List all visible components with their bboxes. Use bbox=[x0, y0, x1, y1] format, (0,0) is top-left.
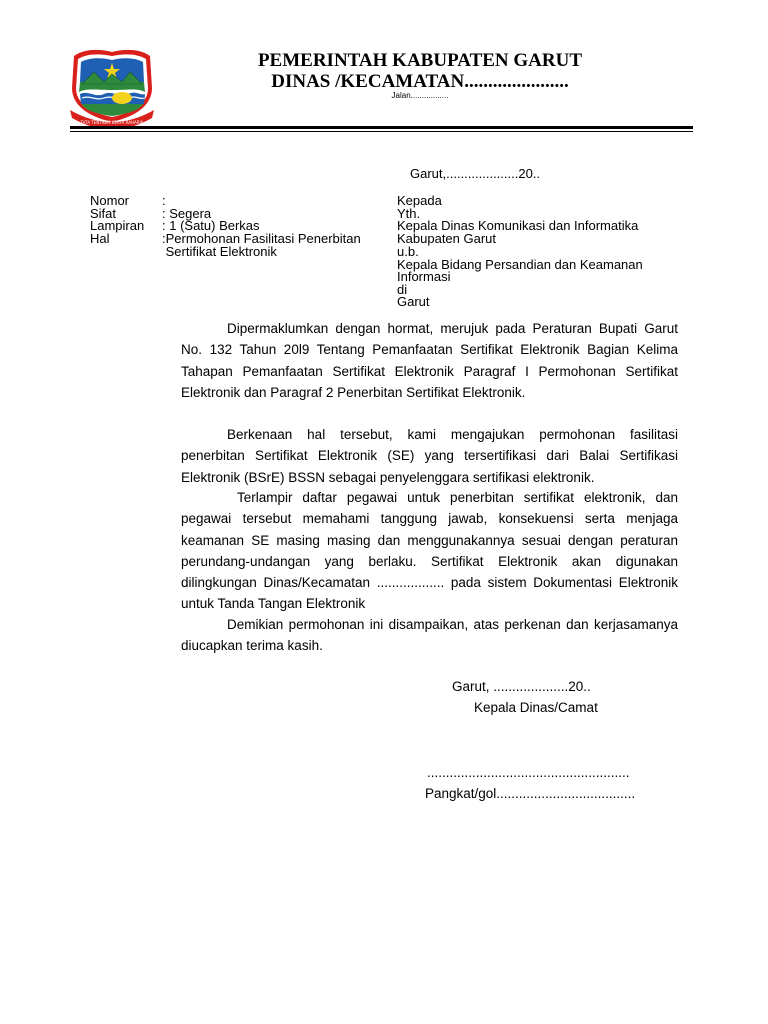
svg-text:TATA TENTREM KERTA RAHARJA: TATA TENTREM KERTA RAHARJA bbox=[80, 120, 144, 125]
body-paragraph: Terlampir daftar pegawai untuk penerbitan sertifikat elektronik, dan pegawai tersebut memahami tanggung jawab, konsekuensi serta menjaga keamanan SE masing masing dan menggunakannya sesuai dengan peraturan perundang-undangan yang berlaku. Sertifikat Elektronik akan digunakan dilingkungan Dinas/Kecamatan .................. pada sistem Dokumentasi Elektronik untuk Tanda Tangan Elektronik bbox=[181, 490, 682, 612]
letterhead-office: DINAS /KECAMATAN...................... bbox=[271, 71, 569, 92]
body-paragraph: Berkenaan hal tersebut, kami mengajukan permohonan fasilitasi penerbitan Sertifikat Elektronik (SE) yang tersertifikasi dari Balai Sertifikasi Elektronik (BSrE) BSSN sebagai penyelenggara sertifikasi elektronik. bbox=[181, 427, 678, 485]
letterhead-government: PEMERINTAH KABUPATEN GARUT bbox=[257, 50, 583, 71]
addressee-line: di bbox=[397, 282, 408, 297]
body-paragraph: Dipermaklumkan dengan hormat, merujuk pada Peraturan Bupati Garut No. 132 Tahun 20l9 Tentang Pemanfaatan Sertifikat Elektronik Bagian Kelima Tahapan Pemanfaatan Sertifikat Elektronik Paragraf I Permohonan Sertifikat Elektronik dan Paragraf 2 Penerbitan Sertifikat Elektronik. bbox=[181, 321, 678, 400]
signature-position: Kepala Dinas/Camat bbox=[474, 700, 598, 715]
addressee-line: Kepala Bidang Persandian dan Keamanan bbox=[397, 257, 643, 272]
signature-name-line: ...................................................... bbox=[427, 765, 630, 780]
meta-value-sifat: : Segera bbox=[162, 206, 212, 221]
meta-value-hal: :Permohonan Fasilitasi Penerbitan bbox=[162, 231, 361, 246]
letterhead-divider-thick bbox=[70, 126, 693, 129]
meta-label: Hal bbox=[90, 231, 110, 246]
meta-value-lampiran: : 1 (Satu) Berkas bbox=[162, 218, 260, 233]
letterhead-address: Jalan................. bbox=[391, 91, 449, 100]
addressee-line: Garut bbox=[397, 294, 430, 309]
signature-rank-line: Pangkat/gol..................................... bbox=[425, 786, 636, 801]
signature-date: Garut, ....................20.. bbox=[452, 679, 591, 694]
addressee-line: Kabupaten Garut bbox=[397, 231, 497, 246]
body-paragraph: Demikian permohonan ini disampaikan, atas perkenan dan kerjasamanya diucapkan terima kasih. bbox=[181, 617, 678, 654]
letter-date: Garut,....................20.. bbox=[410, 166, 541, 181]
addressee-line: Kepada bbox=[397, 193, 442, 208]
addressee-line: Kepala Dinas Komunikasi dan Informatika bbox=[397, 218, 639, 233]
letterhead-divider-thin bbox=[70, 131, 693, 132]
meta-label: Lampiran bbox=[90, 218, 145, 233]
addressee-line: Yth. bbox=[397, 206, 421, 221]
meta-label: Sifat bbox=[90, 206, 117, 221]
addressee-line: Informasi bbox=[397, 269, 451, 284]
meta-value-nomor: : bbox=[162, 193, 166, 208]
addressee-line: u.b. bbox=[397, 244, 419, 259]
meta-label: Nomor bbox=[90, 193, 130, 208]
garut-emblem-logo bbox=[68, 46, 156, 130]
meta-value-hal-continued: Sertifikat Elektronik bbox=[162, 244, 277, 259]
